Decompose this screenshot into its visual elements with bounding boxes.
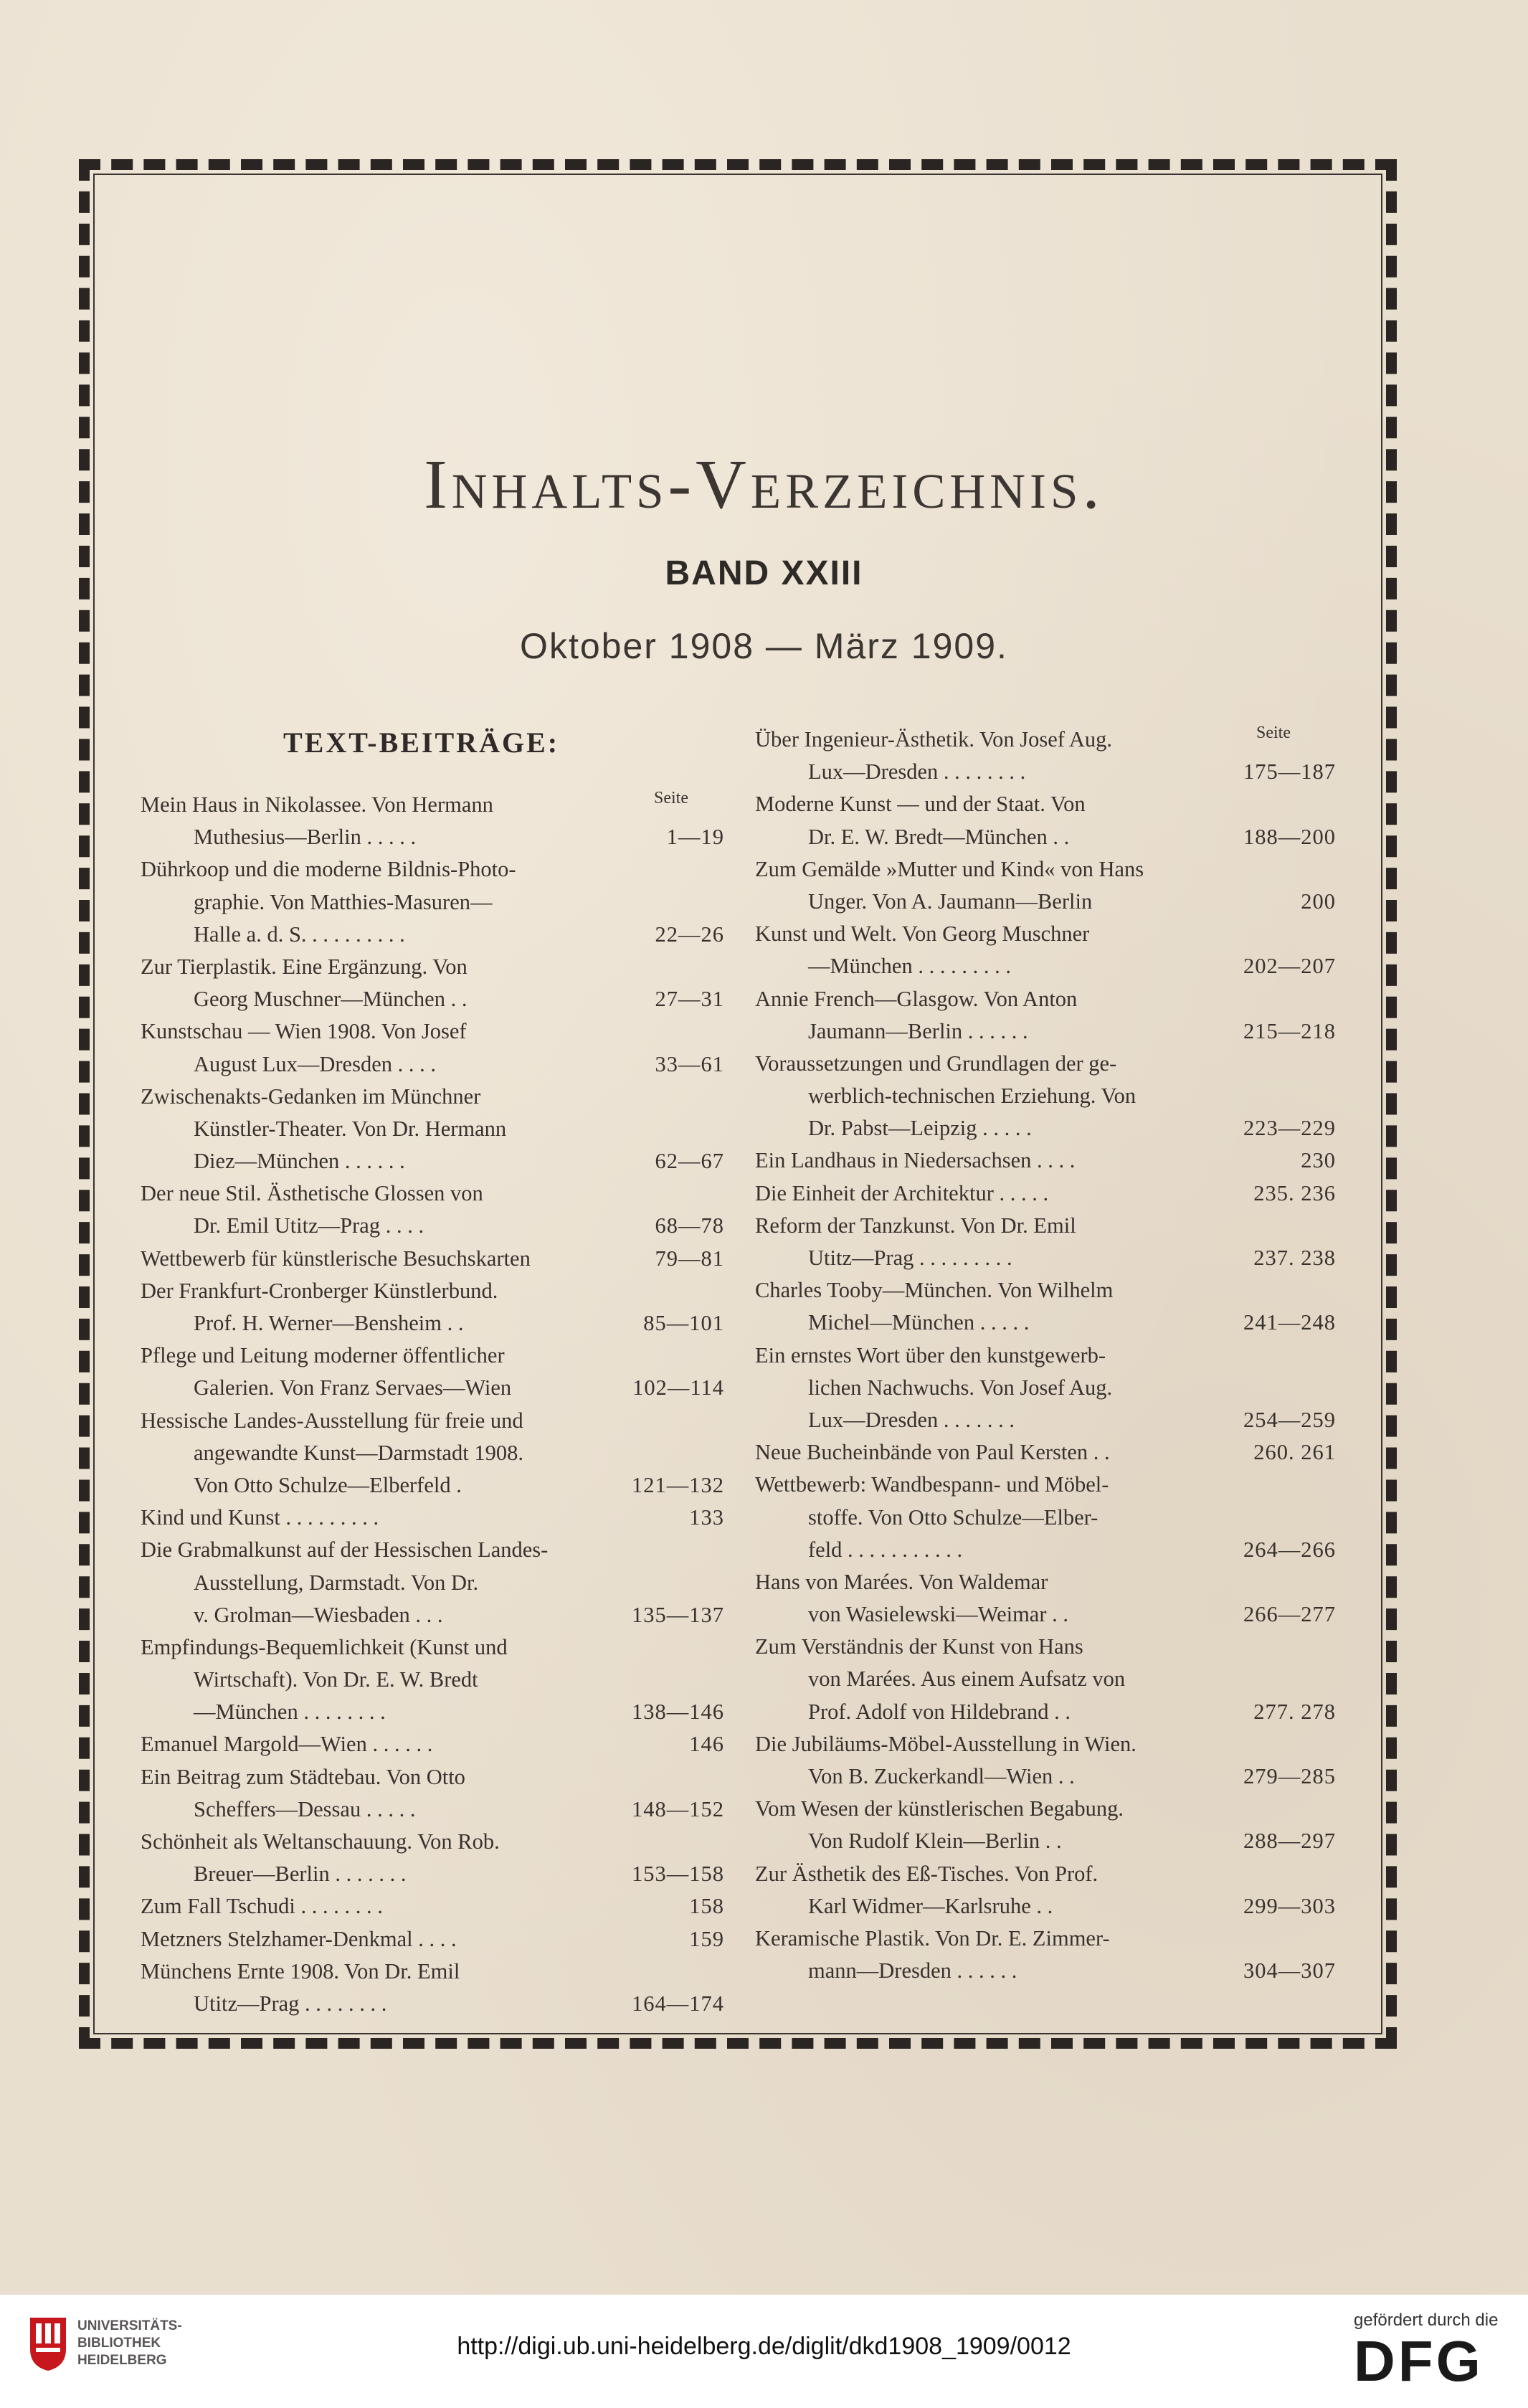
toc-entry-continuation: Lux—Dresden . . . . . . . [808, 1407, 1015, 1432]
toc-entry-pages: 230 [1301, 1148, 1336, 1173]
toc-entry-pages: 235. 236 [1253, 1180, 1336, 1205]
toc-entry-title: Kunstschau — Wien 1908. Von Josef [141, 1019, 467, 1044]
toc-entry-title: Moderne Kunst — und der Staat. Von [755, 792, 1086, 817]
source-url-link[interactable]: http://digi.ub.uni-heidelberg.de/diglit/dkd1908_1909/0012 [457, 2333, 1071, 2360]
toc-entry [141, 1631, 724, 1729]
toc-entry-continuation: Scheffers—Dessau . . . . . [194, 1796, 416, 1821]
toc-entry-pages: 153—158 [632, 1862, 724, 1887]
toc-entry-pages: 299—303 [1243, 1893, 1336, 1918]
toc-entry-pages: 266—277 [1243, 1602, 1336, 1627]
dfg-logo-text: DFG [1354, 2332, 1484, 2389]
period-label: Oktober 1908 — März 1909. [520, 626, 1008, 666]
toc-entry-pages: 85—101 [643, 1311, 724, 1335]
toc-entry [141, 1502, 724, 1534]
toc-entry-title: Die Grabmalkunst auf der Hessischen Landes- [141, 1537, 549, 1563]
toc-entry-title: Hessische Landes-Ausstellung für freie und [141, 1408, 523, 1433]
toc-entry-pages: 175—187 [1243, 759, 1336, 785]
toc-entry-title: Schönheit als Weltanschauung. Von Rob. [141, 1829, 500, 1854]
toc-entry-pages: 188—200 [1243, 824, 1336, 849]
toc-entry-title: Pflege und Leitung moderner öffentlicher [141, 1343, 505, 1368]
toc-entry-pages: 62—67 [655, 1149, 724, 1174]
toc-entry-continuation: Utitz—Prag . . . . . . . . [194, 1991, 387, 2016]
toc-entry [755, 1048, 1336, 1145]
seite-label-left: Seite [654, 789, 688, 807]
toc-entry [755, 1210, 1336, 1274]
toc-entry-pages: 237. 238 [1253, 1246, 1336, 1270]
toc-entry [141, 1728, 724, 1760]
toc-entry-title: Wettbewerb: Wandbespann- und Möbel- [755, 1472, 1109, 1497]
toc-entry-title: Reform der Tanzkunst. Von Dr. Emil [755, 1213, 1076, 1238]
toc-entry-continuation: Georg Muschner—München . . [194, 987, 468, 1012]
toc-entry [141, 1534, 724, 1631]
toc-entry [141, 1923, 724, 1956]
toc-entry-continuation: Von B. Zuckerkandl—Wien . . [808, 1764, 1075, 1788]
toc-entry-pages: 138—146 [632, 1700, 724, 1725]
toc-entry-title: Zur Ästhetik des Eß-Tisches. Von Prof. [755, 1861, 1098, 1886]
toc-entry-continuation: Lux—Dresden . . . . . . . . [808, 759, 1026, 785]
toc-entry-title: Münchens Ernte 1908. Von Dr. Emil [141, 1958, 460, 1983]
toc-entry-pages: 135—137 [632, 1602, 724, 1627]
toc-entry-pages: 159 [689, 1926, 724, 1951]
contents-column-left [141, 789, 724, 2020]
toc-entry-title: Emanuel Margold—Wien . . . . . . [141, 1732, 433, 1757]
toc-entry-title: Annie French—Glasgow. Von Anton [755, 986, 1078, 1011]
toc-entry-pages: 223—229 [1243, 1116, 1336, 1141]
toc-entry [141, 951, 724, 1015]
toc-entry-continuation: August Lux—Dresden . . . . [194, 1051, 437, 1076]
section-heading: TEXT-BEITRÄGE: [283, 726, 560, 759]
toc-entry-continuation: Utitz—Prag . . . . . . . . . [808, 1246, 1012, 1270]
toc-entry-continuation: Jaumann—Berlin . . . . . . [808, 1018, 1028, 1043]
toc-entry-continuation: graphie. Von Matthies-Masuren— [194, 889, 493, 914]
toc-entry-pages: 68—78 [655, 1213, 724, 1238]
toc-entry-pages: 288—297 [1243, 1829, 1336, 1854]
toc-entry-continuation: v. Grolman—Wiesbaden . . . [194, 1602, 443, 1627]
toc-entry [141, 1015, 724, 1080]
toc-entry [755, 1177, 1336, 1210]
toc-entry-pages: 146 [689, 1732, 724, 1757]
toc-entry-title: Der neue Stil. Ästhetische Glossen von [141, 1181, 483, 1206]
toc-entry-continuation: Unger. Von A. Jaumann—Berlin [808, 888, 1093, 914]
toc-entry-continuation: Künstler-Theater. Von Dr. Hermann [194, 1116, 507, 1141]
toc-entry [755, 1858, 1336, 1923]
toc-entry-title: Mein Haus in Nikolassee. Von Hermann [141, 792, 493, 817]
toc-entry-title: Der Frankfurt-Cronberger Künstlerbund. [141, 1278, 498, 1303]
toc-entry-title: Ein Landhaus in Niedersachsen . . . . [755, 1148, 1076, 1173]
toc-entry [141, 1956, 724, 2020]
toc-entry-continuation: mann—Dresden . . . . . . [808, 1958, 1017, 1983]
toc-entry [141, 1081, 724, 1178]
toc-entry-pages: 200 [1301, 888, 1336, 914]
university-name-line: HEIDELBERG [77, 2353, 167, 2368]
toc-entry-continuation: Michel—München . . . . . [808, 1310, 1030, 1335]
toc-entry-continuation: Wirtschaft). Von Dr. E. W. Bredt [194, 1667, 478, 1692]
toc-entry-continuation: Prof. Adolf von Hildebrand . . [808, 1699, 1071, 1724]
toc-entry-title: Die Einheit der Architektur . . . . . [755, 1180, 1049, 1205]
toc-entry-pages: 241—248 [1243, 1310, 1336, 1335]
toc-entry [755, 788, 1336, 853]
toc-entry-pages: 304—307 [1243, 1958, 1336, 1983]
toc-entry [755, 1274, 1336, 1339]
toc-entry-pages: 164—174 [632, 1991, 724, 2016]
toc-entry-title: Hans von Marées. Von Waldemar [755, 1569, 1048, 1594]
toc-entry-title: Ein ernstes Wort über den kunstgewerb- [755, 1342, 1106, 1367]
toc-entry-continuation: Galerien. Von Franz Servaes—Wien [194, 1375, 512, 1400]
toc-entry-title: Charles Tooby—München. Von Wilhelm [755, 1278, 1114, 1303]
toc-entry-continuation: Dr. Pabst—Leipzig . . . . . [808, 1116, 1032, 1141]
toc-entry-title: Ein Beitrag zum Städtebau. Von Otto [141, 1764, 465, 1789]
toc-entry-continuation: —München . . . . . . . . [194, 1700, 386, 1725]
toc-entry-continuation: werblich-technischen Erziehung. Von [808, 1084, 1136, 1109]
toc-entry-pages: 79—81 [655, 1246, 724, 1271]
toc-entry-title: Keramische Plastik. Von Dr. E. Zimmer- [755, 1925, 1110, 1950]
toc-entry-continuation: Dr. E. W. Bredt—München . . [808, 824, 1070, 849]
toc-entry-pages: 215—218 [1243, 1018, 1336, 1043]
toc-entry-title: Neue Bucheinbände von Paul Kersten . . [755, 1440, 1110, 1465]
dfg-logo-icon [1354, 2332, 1504, 2389]
toc-entry [141, 1340, 724, 1404]
toc-entry-pages: 277. 278 [1253, 1699, 1336, 1724]
toc-entry-title: Kunst und Welt. Von Georg Muschner [755, 921, 1090, 947]
toc-entry-continuation: Prof. H. Werner—Bensheim . . [194, 1311, 464, 1335]
toc-entry [755, 1793, 1336, 1857]
toc-entry-title: Zum Verständnis der Kunst von Hans [755, 1634, 1083, 1659]
toc-entry-pages: 33—61 [655, 1051, 724, 1076]
toc-entry [755, 1631, 1336, 1728]
toc-entry [141, 1826, 724, 1890]
toc-entry-title: Wettbewerb für künstlerische Besuchskarten [141, 1246, 531, 1271]
toc-entry [141, 853, 724, 951]
university-name-line: UNIVERSITÄTS- [77, 2318, 182, 2333]
toc-entry-pages: 148—152 [632, 1796, 724, 1821]
toc-entry [141, 1761, 724, 1826]
toc-entry-title: Zum Gemälde »Mutter und Kind« von Hans [755, 856, 1144, 881]
toc-entry-continuation: Von Rudolf Klein—Berlin . . [808, 1829, 1062, 1854]
toc-entry [755, 853, 1336, 918]
toc-entry [755, 1340, 1336, 1437]
toc-entry-pages: 254—259 [1243, 1407, 1336, 1432]
toc-entry-title: Kind und Kunst . . . . . . . . . [141, 1505, 379, 1530]
toc-entry-title: Die Jubiläums-Möbel-Ausstellung in Wien. [755, 1731, 1136, 1756]
toc-entry [141, 789, 724, 853]
toc-entry-title: Zwischenakts-Gedanken im Münchner [141, 1084, 481, 1109]
toc-entry-continuation: Ausstellung, Darmstadt. Von Dr. [194, 1570, 479, 1595]
toc-entry-continuation: feld . . . . . . . . . . . [808, 1537, 963, 1562]
toc-entry [755, 1144, 1336, 1177]
toc-entry-title: Vom Wesen der künstlerischen Begabung. [755, 1796, 1124, 1821]
toc-entry-continuation: lichen Nachwuchs. Von Josef Aug. [808, 1375, 1113, 1400]
page-title: Inhalts-Verzeichnis. [424, 446, 1104, 523]
toc-entry-continuation: angewandte Kunst—Darmstadt 1908. [194, 1440, 523, 1465]
toc-entry-title: Dührkoop und die moderne Bildnis-Photo- [141, 857, 516, 882]
toc-entry [141, 1275, 724, 1340]
toc-entry-title: Über Ingenieur-Ästhetik. Von Josef Aug. [755, 727, 1113, 752]
toc-entry [141, 1177, 724, 1242]
toc-entry-pages: 264—266 [1243, 1537, 1336, 1562]
toc-entry-continuation: Von Otto Schulze—Elberfeld . [194, 1472, 462, 1497]
toc-entry-continuation: Muthesius—Berlin . . . . . [194, 825, 417, 850]
toc-entry-pages: 279—285 [1243, 1764, 1336, 1788]
toc-entry-pages: 1—19 [666, 825, 724, 850]
toc-entry-pages: 102—114 [632, 1375, 724, 1400]
toc-entry [141, 1405, 724, 1502]
toc-entry [755, 1469, 1336, 1566]
toc-entry-continuation: —München . . . . . . . . . [808, 954, 1011, 979]
toc-entry-continuation: Dr. Emil Utitz—Prag . . . . [194, 1213, 424, 1238]
toc-entry-continuation: Diez—München . . . . . . [194, 1149, 405, 1174]
seite-label-right: Seite [1256, 724, 1291, 742]
toc-entry [755, 1728, 1336, 1793]
contents-column-right [755, 724, 1336, 1987]
toc-entry [141, 1243, 724, 1275]
toc-entry [755, 918, 1336, 982]
toc-entry [755, 1436, 1336, 1469]
toc-entry-continuation: von Marées. Aus einem Aufsatz von [808, 1667, 1126, 1692]
toc-entry [755, 724, 1336, 788]
toc-entry-title: Voraussetzungen und Grundlagen der ge- [755, 1051, 1117, 1076]
toc-entry-pages: 22—26 [655, 921, 724, 947]
toc-entry-continuation: Halle a. d. S. . . . . . . . . . [194, 921, 405, 947]
toc-entry-continuation: von Wasielewski—Weimar . . [808, 1602, 1068, 1627]
toc-entry-pages: 158 [689, 1894, 724, 1919]
sponsor-label: gefördert durch die [1354, 2310, 1499, 2330]
toc-entry-pages: 121—132 [632, 1472, 724, 1497]
toc-entry-title: Zur Tierplastik. Eine Ergänzung. Von [141, 954, 468, 979]
volume-label: BAND XXIII [665, 554, 863, 592]
toc-entry-continuation: Karl Widmer—Karlsruhe . . [808, 1893, 1053, 1918]
toc-entry-title: Metzners Stelzhamer-Denkmal . . . . [141, 1926, 457, 1951]
toc-entry-title: Zum Fall Tschudi . . . . . . . . [141, 1894, 383, 1919]
toc-entry-continuation: stoffe. Von Otto Schulze—Elber- [808, 1504, 1098, 1530]
toc-entry-title: Empfindungs-Bequemlichkeit (Kunst und [141, 1634, 508, 1659]
university-name-line: BIBLIOTHEK [77, 2336, 161, 2351]
toc-entry-pages: 27—31 [655, 987, 724, 1012]
toc-entry [755, 1923, 1336, 1987]
toc-entry [755, 983, 1336, 1048]
toc-entry-continuation: Breuer—Berlin . . . . . . . [194, 1862, 407, 1887]
toc-entry [141, 1890, 724, 1923]
toc-entry-pages: 260. 261 [1253, 1440, 1336, 1465]
toc-entry [755, 1566, 1336, 1631]
toc-entry-pages: 133 [689, 1505, 724, 1530]
toc-entry-pages: 202—207 [1243, 954, 1336, 979]
